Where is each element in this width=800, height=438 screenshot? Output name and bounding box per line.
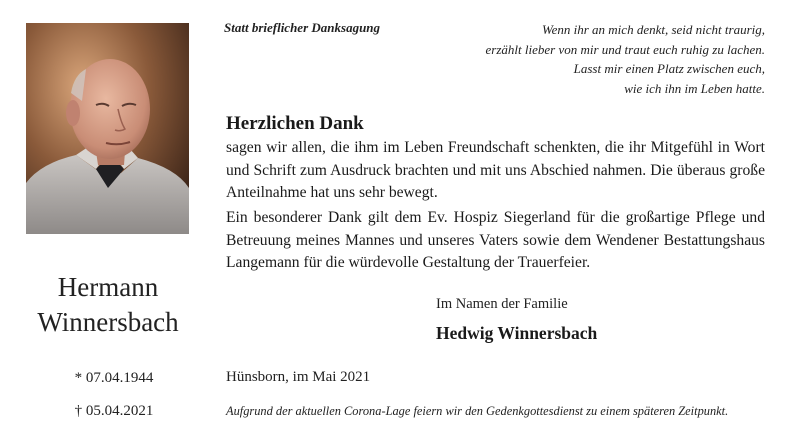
signature-label: Im Namen der Familie xyxy=(436,296,568,312)
place-date: Hünsborn, im Mai 2021 xyxy=(226,369,371,385)
poem-line: Wenn ihr an mich denkt, seid nicht traurig, xyxy=(541,22,765,37)
special-thanks-paragraph: Ein besonderer Dank gilt dem Ev. Hospiz Siegerland für die großartige Pflege und Betreuung meines Mannes und unseres Vaters sowie dem Wendener Bestattungshaus Langemann für die würdevolle Gestaltung der Trauerfeier. xyxy=(226,209,765,271)
birth-date: * 07.04.1944 xyxy=(74,370,154,386)
poem-line: Lasst mir einen Platz zwischen euch, xyxy=(573,61,765,76)
poem-line: wie ich ihn im Leben hatte. xyxy=(624,80,765,96)
corona-note: Aufgrund der aktuellen Corona-Lage feiern wir den Gedenkgottesdienst zu einem späteren Zeitpunkt. xyxy=(226,404,729,418)
deceased-first-name: Hermann xyxy=(57,272,159,302)
thanks-paragraph: sagen wir allen, die ihm im Leben Freundschaft schenkten, die ihr Mitgefühl in Wort und Schrift zum Ausdruck brachten und mit uns Abschied nahmen. Die überaus große Anteilnahme hat uns sehr bewegt. xyxy=(226,139,765,201)
thanks-title: Herzlichen Dank xyxy=(226,113,364,134)
poem-line: erzählt lieber von mir und traut euch ruhig zu lachen. xyxy=(485,41,765,57)
portrait-photo xyxy=(26,23,189,234)
death-date: † 05.04.2021 xyxy=(74,403,154,419)
notice-heading: Statt brieflicher Danksagung xyxy=(224,20,381,35)
poem xyxy=(405,20,765,98)
deceased-last-name: Winnersbach xyxy=(37,307,179,337)
deceased-name xyxy=(8,270,208,340)
signature-name: Hedwig Winnersbach xyxy=(436,323,598,343)
